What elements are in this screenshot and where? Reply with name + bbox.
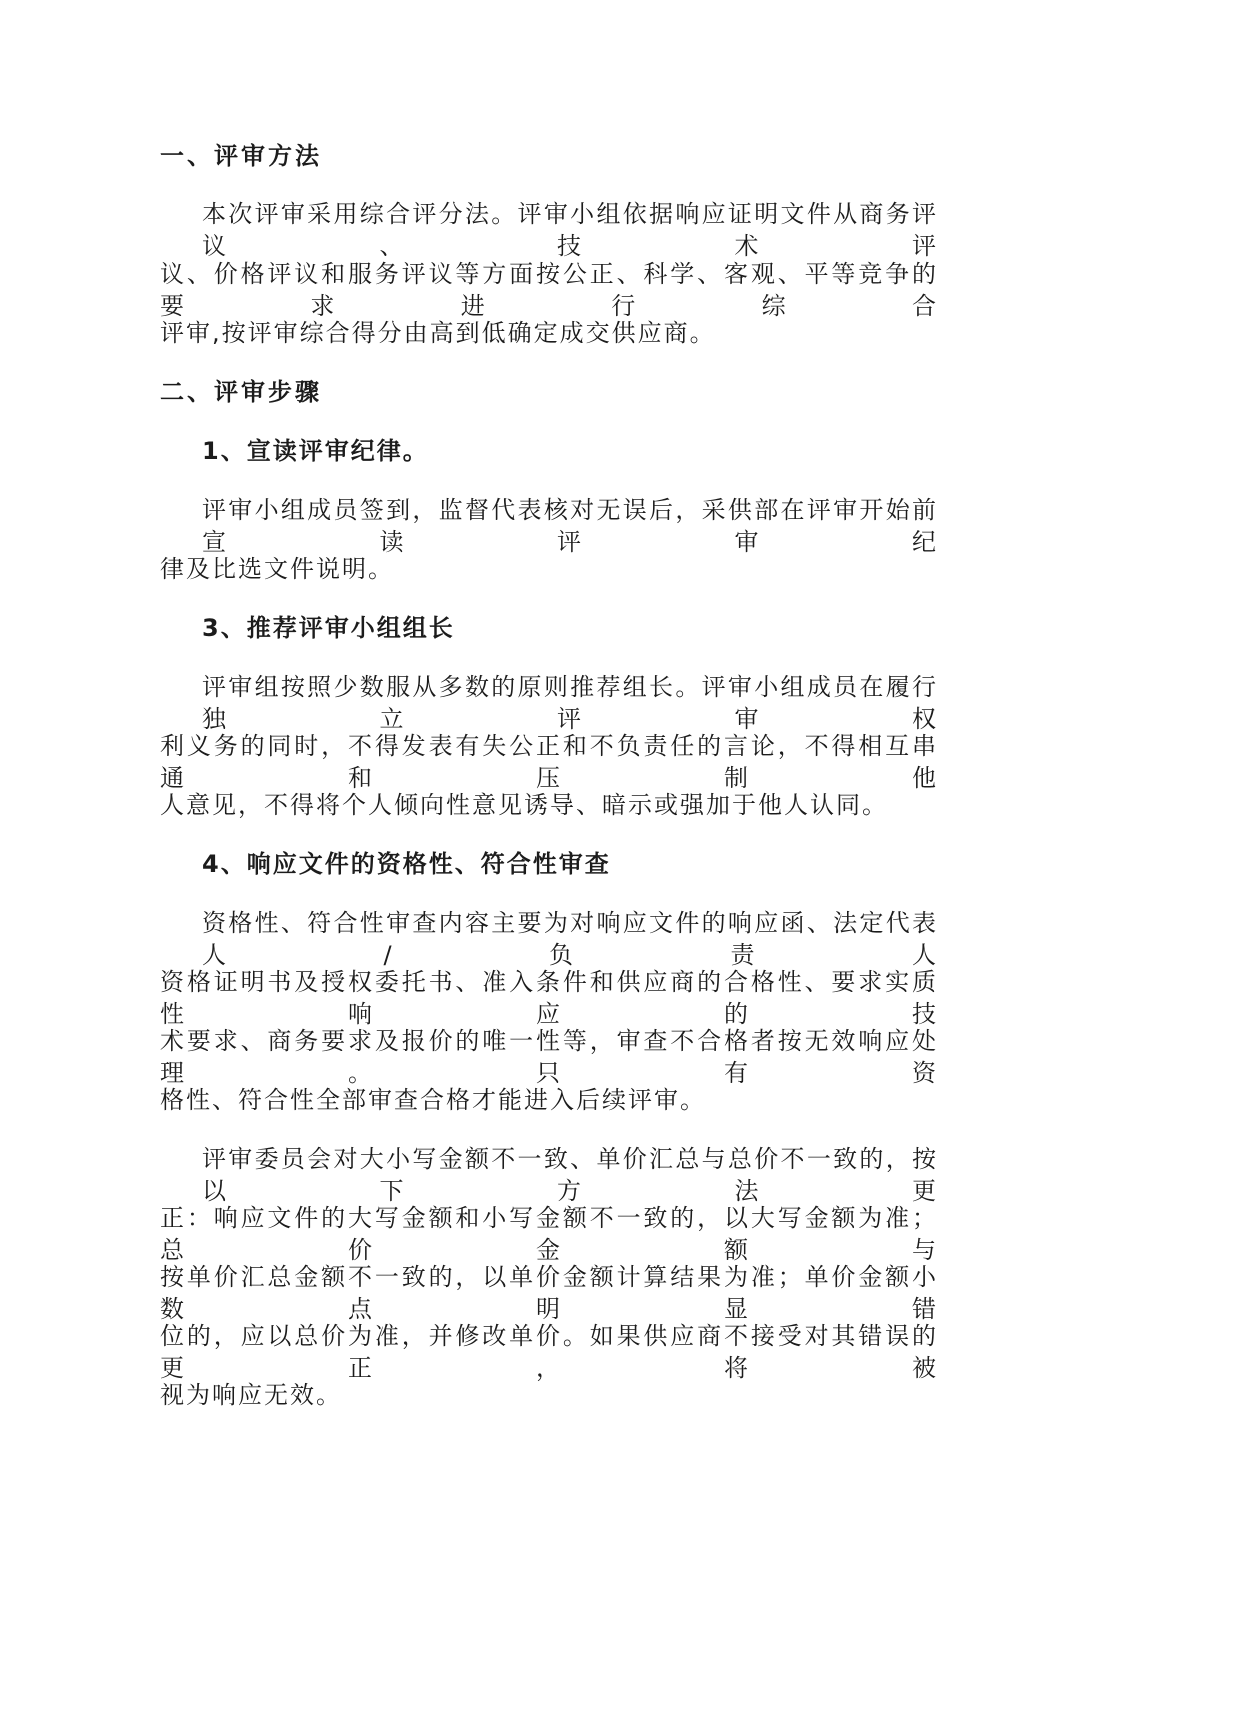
section-heading-evaluation-steps: 二、评审步骤 bbox=[160, 378, 322, 406]
paragraph-line: 律及比选文件说明。 bbox=[160, 555, 394, 583]
step-title: 4、响应文件的资格性、符合性审查 bbox=[202, 850, 611, 878]
paragraph-line: 议、价格评议和服务评议等方面按公正、科学、客观、平等竞争的要求进行综合 bbox=[160, 260, 938, 320]
section-heading-evaluation-method: 一、评审方法 bbox=[160, 142, 322, 170]
paragraph-line: 利义务的同时，不得发表有失公正和不负责任的言论，不得相互串通和压制他 bbox=[160, 732, 938, 792]
paragraph-line: 术要求、商务要求及报价的唯一性等，审查不合格者按无效响应处理。只有资 bbox=[160, 1027, 938, 1087]
paragraph-line: 人意见，不得将个人倾向性意见诱导、暗示或强加于他人认同。 bbox=[160, 791, 888, 819]
paragraph-line: 评审委员会对大小写金额不一致、单价汇总与总价不一致的，按以下方法更 bbox=[202, 1145, 938, 1205]
paragraph-line: 本次评审采用综合评分法。评审小组依据响应证明文件从商务评议、技术评 bbox=[202, 200, 938, 260]
paragraph-line: 按单价汇总金额不一致的，以单价金额计算结果为准；单价金额小数点明显错 bbox=[160, 1263, 938, 1323]
paragraph-line: 评审,按评审综合得分由高到低确定成交供应商。 bbox=[160, 319, 716, 347]
paragraph-line: 资格证明书及授权委托书、准入条件和供应商的合格性、要求实质性响应的技 bbox=[160, 968, 938, 1028]
step-title: 1、宣读评审纪律。 bbox=[202, 437, 429, 465]
paragraph-line: 位的，应以总价为准，并修改单价。如果供应商不接受对其错误的更正，将被 bbox=[160, 1322, 938, 1382]
paragraph-line: 视为响应无效。 bbox=[160, 1381, 342, 1409]
paragraph-line: 格性、符合性全部审查合格才能进入后续评审。 bbox=[160, 1086, 706, 1114]
paragraph-line: 评审组按照少数服从多数的原则推荐组长。评审小组成员在履行独立评审权 bbox=[202, 673, 938, 733]
paragraph-line: 正：响应文件的大写金额和小写金额不一致的，以大写金额为准；总价金额与 bbox=[160, 1204, 938, 1264]
paragraph-line: 评审小组成员签到，监督代表核对无误后，采供部在评审开始前宣读评审纪 bbox=[202, 496, 938, 556]
step-title: 3、推荐评审小组组长 bbox=[202, 614, 455, 642]
paragraph-line: 资格性、符合性审查内容主要为对响应文件的响应函、法定代表人/负责人 bbox=[202, 909, 938, 969]
